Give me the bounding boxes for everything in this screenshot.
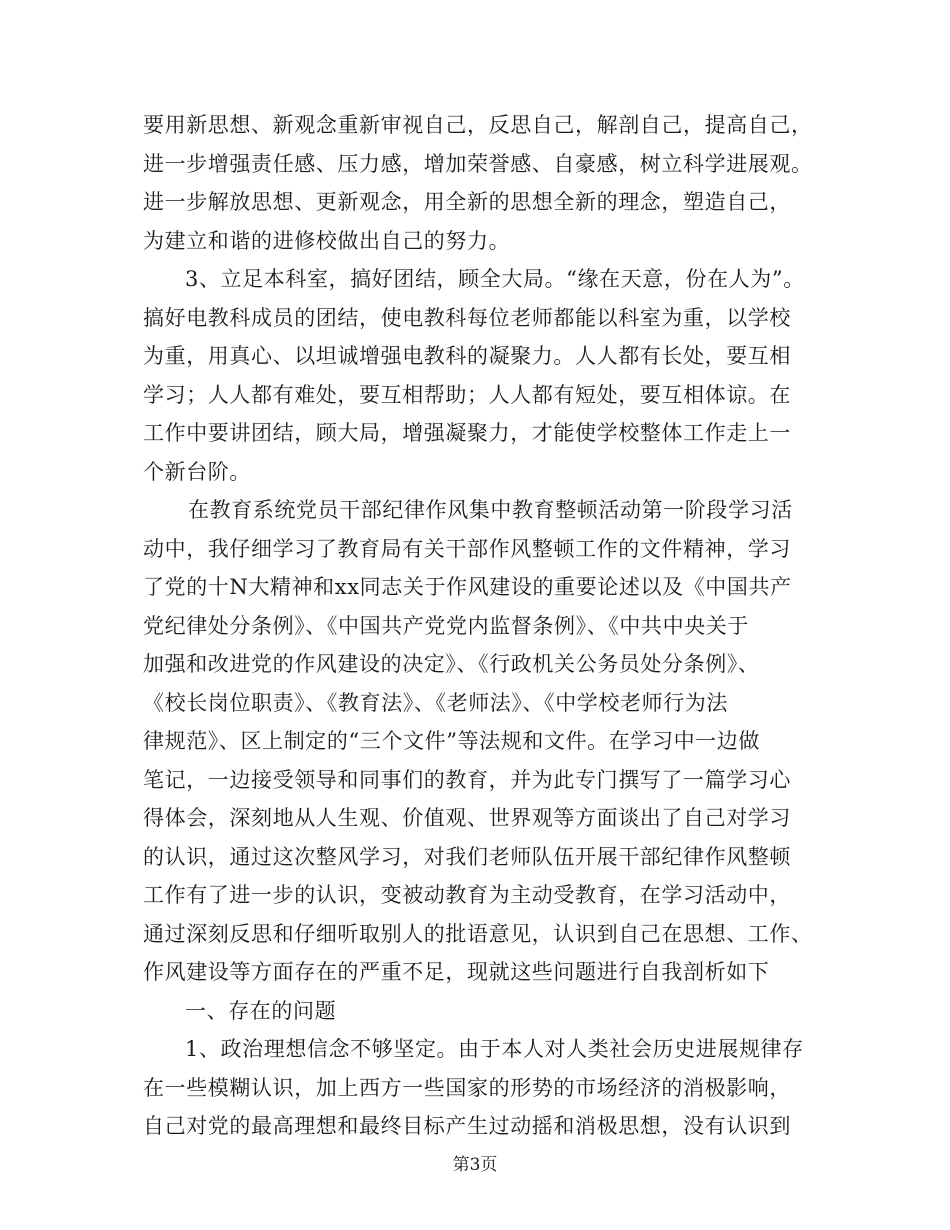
text-line: 为重，用真心、以坦诚增强电教科的凝聚力。人人都有长处，要互相 [143,344,791,368]
text-line: 通过深刻反思和仔细听取别人的批语意见，认识到自己在思想、工作、 [143,921,813,946]
text-line: 动中，我仔细学习了教育局有关干部作风整顿工作的文件精神，学习 [143,536,791,561]
text-line: 进一步增强责任感、压力感，增加荣誉感、自豪感，树立科学进展观。 [143,151,813,176]
text-line: 学习；人人都有难处，要互相帮助；人人都有短处，要互相体谅。在 [143,382,791,407]
text-line: 自己对党的最高理想和最终目标产生过动摇和消极思想，没有认识到 [143,1114,791,1138]
text-line: 在一些模糊认识，加上西方一些国家的形势的市场经济的消极影响， [143,1075,791,1100]
text-line: 党纪律处分条例》、《中国共产党党内监督条例》、《中共中央关于 [143,613,749,638]
section-heading: 一、存在的问题 [185,998,337,1023]
text-line: 为建立和谐的进修校做出自己的努力。 [143,228,511,253]
paragraph-start-line: 1、政治理想信念不够坚定。由于本人对人类社会历史进展规律存 [185,1037,804,1061]
text-line: 要用新思想、新观念重新审视自己，反思自己，解剖自己，提高自己， [143,113,813,137]
text-line: 作风建设等方面存在的严重不足，现就这些问题进行自我剖析如下 [143,960,770,984]
text-line: 的认识，通过这次整风学习，对我们老师队伍开展干部纪律作风整顿 [143,844,791,869]
paragraph-start-line: 3、立足本科室，搞好团结，顾全大局。“缘在天意，份在人为”。 [185,267,805,291]
text-line: 工作中要讲团结，顾大局，增强凝聚力，才能使学校整体工作走上一 [143,421,791,445]
paragraph-start-line: 在教育系统党员干部纪律作风集中教育整顿活动第一阶段学习活 [188,498,793,522]
body-text [143,106,843,1146]
text-line: 得体会，深刻地从人生观、价值观、世界观等方面谈出了自己对学习 [143,806,791,830]
text-line: 搞好电教科成员的团结，使电教科每位老师都能以科室为重，以学校 [143,305,791,330]
text-line: 个新台阶。 [143,459,251,484]
text-line: 进一步解放思想、更新观念，用全新的思想全新的理念，塑造自己， [143,190,791,214]
text-line: 加强和改进党的作风建设的决定》、《行政机关公务员处分条例》、 [143,652,760,676]
text-line: 了党的十N大精神和xx同志关于作风建设的重要论述以及《中国共产 [143,575,792,599]
text-line: 笔记，一边接受领导和同事们的教育，并为此专门撰写了一篇学习心 [143,767,791,792]
text-line: 律规范》、区上制定的“三个文件”等法规和文件。在学习中一边做 [143,729,760,753]
text-line: 《校长岗位职责》、《教育法》、《老师法》、《中学校老师行为法 [143,690,728,715]
text-line: 工作有了进一步的认识，变被动教育为主动受教育，在学习活动中， [143,883,791,907]
page-number: 第3页 [452,1155,498,1175]
